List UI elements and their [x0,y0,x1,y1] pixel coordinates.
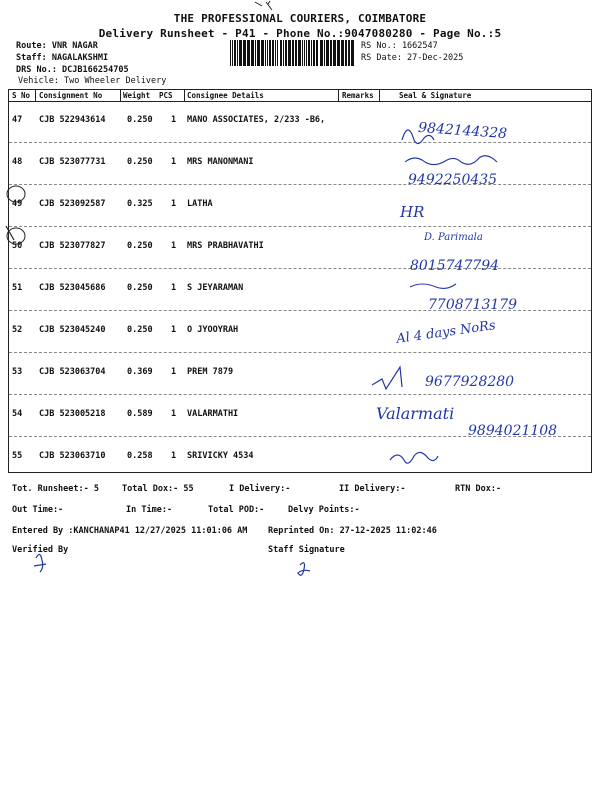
row-pcs: 1 [171,241,177,251]
delvy-points: Delvy Points:- [288,505,360,515]
row-consignee: LATHA [187,199,213,209]
col-weight: Weight [123,91,151,100]
row-consignment: CJB 523063704 [39,367,106,377]
row-weight: 0.589 [127,409,153,419]
row-weight: 0.250 [127,157,153,167]
col-consignment: Consignment No [39,91,103,100]
signature-51-phone: 8015747794 [410,258,500,274]
company-name: THE PROFESSIONAL COURIERS, COIMBATORE [173,12,427,25]
row-consignee: MANO ASSOCIATES, 2/233 -B6, [187,115,326,125]
row-sno: 51 [12,283,23,293]
row-weight: 0.250 [127,115,153,125]
row-sno: 50 [12,241,23,251]
verified-by-label: Verified By [12,545,69,555]
row-consignment: CJB 523077827 [39,241,106,251]
row-sno: 47 [12,115,23,125]
drs-number: DRS No.: DCJB166254705 [16,65,129,75]
entered-by: Entered By :KANCHANAP41 12/27/2025 11:01:06 AM [12,526,248,536]
signature-54-name: Valarmati [376,404,455,423]
total-pod: Total POD:- [208,505,265,515]
row-sno: 55 [12,451,23,461]
row-weight: 0.250 [127,241,153,251]
signature-52-phone: 7708713179 [428,297,518,313]
staff-signature-label: Staff Signature [268,545,345,555]
row-consignee: O JYOOYRAH [187,325,239,335]
signature-53-phone: 9677928280 [425,374,515,390]
col-remarks: Remarks [342,91,374,100]
row-consignment: CJB 522943614 [39,115,106,125]
row-sno: 54 [12,409,23,419]
row-weight: 0.258 [127,451,153,461]
row-pcs: 1 [171,199,177,209]
col-sno: S No [12,91,31,100]
row-consignment: CJB 523077731 [39,157,106,167]
out-time: Out Time:- [12,505,64,515]
total-dox: Total Dox:- 55 [122,484,194,494]
row-consignment: CJB 523063710 [39,451,106,461]
route-label: Route: VNR NAGAR [16,41,98,51]
vehicle-label: Vehicle: Two Wheeler Delivery [18,76,167,86]
staff-label: Staff: NAGALAKSHMI [16,53,109,63]
reprinted-on: Reprinted On: 27-12-2025 11:02:46 [268,526,437,536]
rs-number: RS No.: 1662547 [361,41,438,51]
row-pcs: 1 [171,283,177,293]
signature-48-phone: 9492250435 [408,172,498,188]
signature-50-name: D. Parimala [424,232,483,243]
col-signature: Seal & Signature [399,91,472,100]
row-consignment: CJB 523005218 [39,409,106,419]
col-pcs: PCS [159,91,173,100]
row-pcs: 1 [171,367,177,377]
row-pcs: 1 [171,451,177,461]
row-consignee: S JEYARAMAN [187,283,244,293]
total-runsheet: Tot. Runsheet:- 5 [12,484,99,494]
i-delivery: I Delivery:- [229,484,291,494]
row-pcs: 1 [171,409,177,419]
row-consignee: VALARMATHI [187,409,239,419]
row-pcs: 1 [171,325,177,335]
signature-54-phone: 9894021108 [468,423,558,439]
row-consignment: CJB 523045240 [39,325,106,335]
row-consignee: MRS PRABHAVATHI [187,241,264,251]
col-consignee: Consignee Details [187,91,264,100]
row-pcs: 1 [171,115,177,125]
in-time: In Time:- [126,505,173,515]
row-sno: 53 [12,367,23,377]
runsheet-title: Delivery Runsheet - P41 - Phone No.:9047080280 - Page No.:5 [98,27,502,40]
signature-49: HR [400,203,425,221]
signature-53-note: Al 4 days NoRs [395,318,497,347]
row-weight: 0.369 [127,367,153,377]
row-weight: 0.325 [127,199,153,209]
row-consignment: CJB 523045686 [39,283,106,293]
row-sno: 49 [12,199,23,209]
row-consignee: SRIVICKY 4534 [187,451,254,461]
ii-delivery: II Delivery:- [339,484,406,494]
row-sno: 48 [12,157,23,167]
row-weight: 0.250 [127,325,153,335]
row-weight: 0.250 [127,283,153,293]
rtn-dox: RTN Dox:- [455,484,502,494]
row-consignment: CJB 523092587 [39,199,106,209]
row-consignee: MRS MANONMANI [187,157,254,167]
row-sno: 52 [12,325,23,335]
signature-47-phone: 9842144328 [417,119,508,143]
rs-date: RS Date: 27-Dec-2025 [361,53,464,63]
row-pcs: 1 [171,157,177,167]
row-consignee: PREM 7879 [187,367,234,377]
